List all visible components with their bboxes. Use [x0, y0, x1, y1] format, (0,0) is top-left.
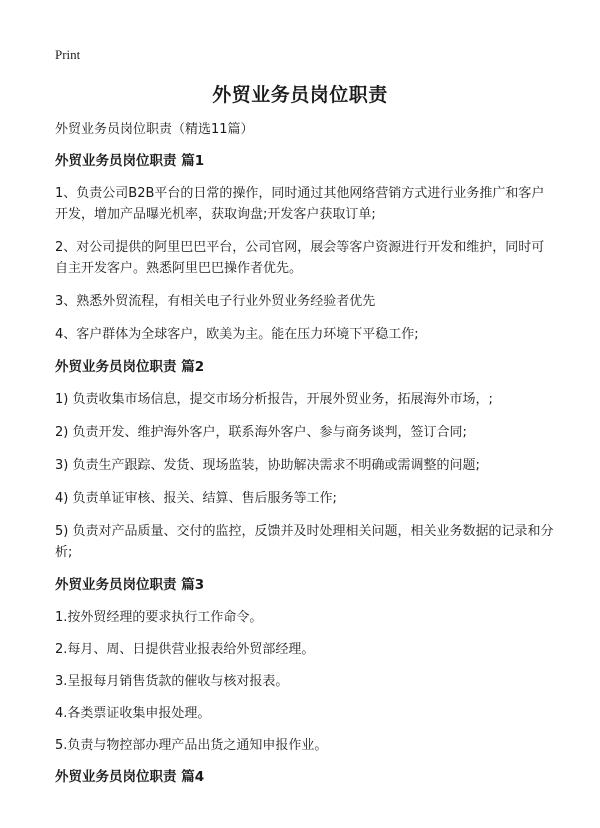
section-4: [55, 767, 555, 787]
section-heading: 外贸业务员岗位职责 篇1: [55, 153, 205, 169]
list-item: 2.每月、周、日提供营业报表给外贸部经理。: [55, 642, 315, 657]
list-item: 3.呈报每月销售货款的催收与核对报表。: [55, 674, 289, 689]
list-item: 5) 负责对产品质量、交付的监控，反馈并及时处理相关问题，相关业务数据的记录和分析;: [55, 524, 554, 560]
list-item: 1) 负责收集市场信息，提交市场分析报告，开展外贸业务，拓展海外市场，;: [55, 392, 493, 407]
print-link[interactable]: Print: [55, 47, 81, 62]
section-heading: 外贸业务员岗位职责 篇4: [55, 769, 205, 785]
list-item: 4、客户群体为全球客户，欧美为主。能在压力环境下平稳工作;: [55, 327, 419, 342]
section-3: [55, 575, 555, 756]
document-intro: 外贸业务员岗位职责（精选11篇）: [55, 122, 254, 137]
list-item: 3、熟悉外贸流程，有相关电子行业外贸业务经验者优先: [55, 294, 376, 309]
list-item: 3) 负责生产跟踪、发货、现场监装，协助解决需求不明确或需调整的问题;: [55, 458, 480, 473]
document-body: [55, 120, 555, 799]
section-2: [55, 357, 555, 563]
list-item: 4.各类票证收集申报处理。: [55, 706, 211, 721]
list-item: 1.按外贸经理的要求执行工作命令。: [55, 610, 263, 625]
list-item: 1、负责公司B2B平台的日常的操作，同时通过其他网络营销方式进行业务推广和客户开发，增加产品曝光机率，获取询盘;开发客户获取订单;: [55, 186, 545, 222]
list-item: 2) 负责开发、维护海外客户，联系海外客户、参与商务谈判，签订合同;: [55, 425, 467, 440]
list-item: 5.负责与物控部办理产品出货之通知申报作业。: [55, 738, 328, 753]
section-heading: 外贸业务员岗位职责 篇2: [55, 359, 205, 375]
section-1: [55, 151, 555, 345]
document-title: 外贸业务员岗位职责: [212, 84, 388, 106]
list-item: 4) 负责单证审核、报关、结算、售后服务等工作;: [55, 491, 337, 506]
list-item: 2、对公司提供的阿里巴巴平台，公司官网，展会等客户资源进行开发和维护，同时可自主开发客户。熟悉阿里巴巴操作者优先。: [55, 240, 545, 276]
section-heading: 外贸业务员岗位职责 篇3: [55, 577, 205, 593]
